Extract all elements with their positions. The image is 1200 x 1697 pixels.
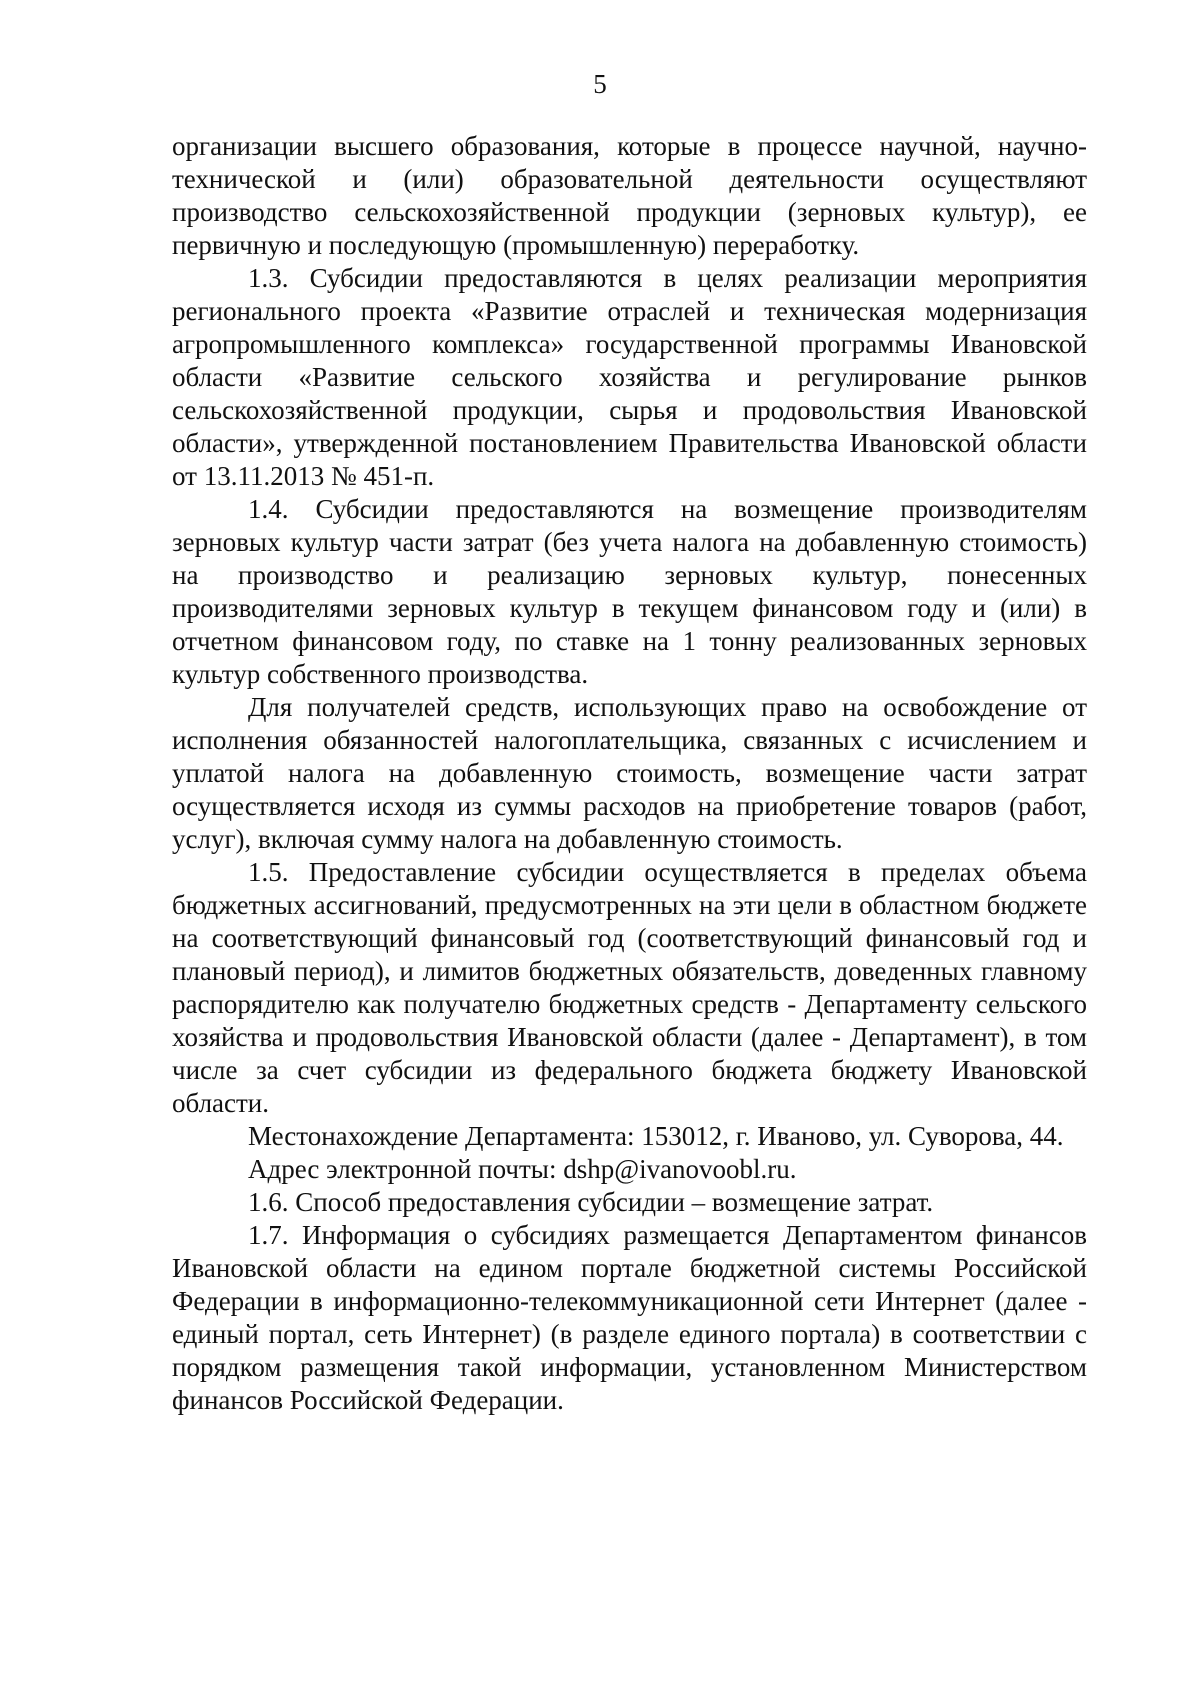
- paragraph-1-3: 1.3. Субсидии предоставляются в целях реализации мероприятия регионального проекта «Развитие отраслей и техническая модернизация агропромышленного комплекса» государственной программы Ивановской области «Развитие сельского хозяйства и регулирование рынков сельскохозяйственной продукции, сырья и продовольствия Ивановской области», утвержденной постановлением Правительства Ивановской области от 13.11.2013 № 451-п.: [172, 263, 1087, 491]
- paragraph-1-4: 1.4. Субсидии предоставляются на возмещение производителям зерновых культур части затрат (без учета налога на добавленную стоимость) на производство и реализацию зерновых культур, понесенных производителями зерновых культур в текущем финансовом году и (или) в отчетном финансовом году, по ставке на 1 тонну реализованных зерновых культур собственного производства.: [172, 494, 1087, 689]
- paragraph-1-5: 1.5. Предоставление субсидии осуществляется в пределах объема бюджетных ассигнований, предусмотренных на эти цели в областном бюджете на соответствующий финансовый год (соответствующий финансовый год и плановый период), и лимитов бюджетных обязательств, доведенных главному распорядителю как получателю бюджетных средств - Департаменту сельского хозяйства и продовольствия Ивановской области (далее - Департамент), в том числе за счет субсидии из федерального бюджета бюджету Ивановской области.: [172, 857, 1087, 1118]
- paragraph-1-6: 1.6. Способ предоставления субсидии – возмещение затрат.: [248, 1187, 934, 1217]
- paragraph-vat-exemption: Для получателей средств, использующих право на освобождение от исполнения обязанностей налогоплательщика, связанных с исчислением и уплатой налога на добавленную стоимость, возмещение части затрат осуществляется исходя из суммы расходов на приобретение товаров (работ, услуг), включая сумму налога на добавленную стоимость.: [172, 692, 1087, 854]
- paragraph-1-7: 1.7. Информация о субсидиях размещается Департаментом финансов Ивановской области на едином портале бюджетной системы Российской Федерации в информационно-телекоммуникационной сети Интернет (далее - единый портал, сеть Интернет) (в разделе единого портала) в соответствии с порядком размещения такой информации, установленном Министерством финансов Российской Федерации.: [172, 1220, 1087, 1415]
- document-body: [172, 130, 1087, 1417]
- page-number: 5: [593, 69, 607, 99]
- paragraph-department-location: Местонахождение Департамента: 153012, г. Иваново, ул. Суворова, 44.: [248, 1121, 1064, 1151]
- paragraph-continuation: организации высшего образования, которые в процессе научной, научно-технической и (или) образовательной деятельности осуществляют производство сельскохозяйственной продукции (зерновых культур), ее первичную и последующую (промышленную) переработку.: [172, 131, 1087, 260]
- paragraph-email-address: Адрес электронной почты: dshp@ivanovoobl.ru.: [248, 1154, 797, 1184]
